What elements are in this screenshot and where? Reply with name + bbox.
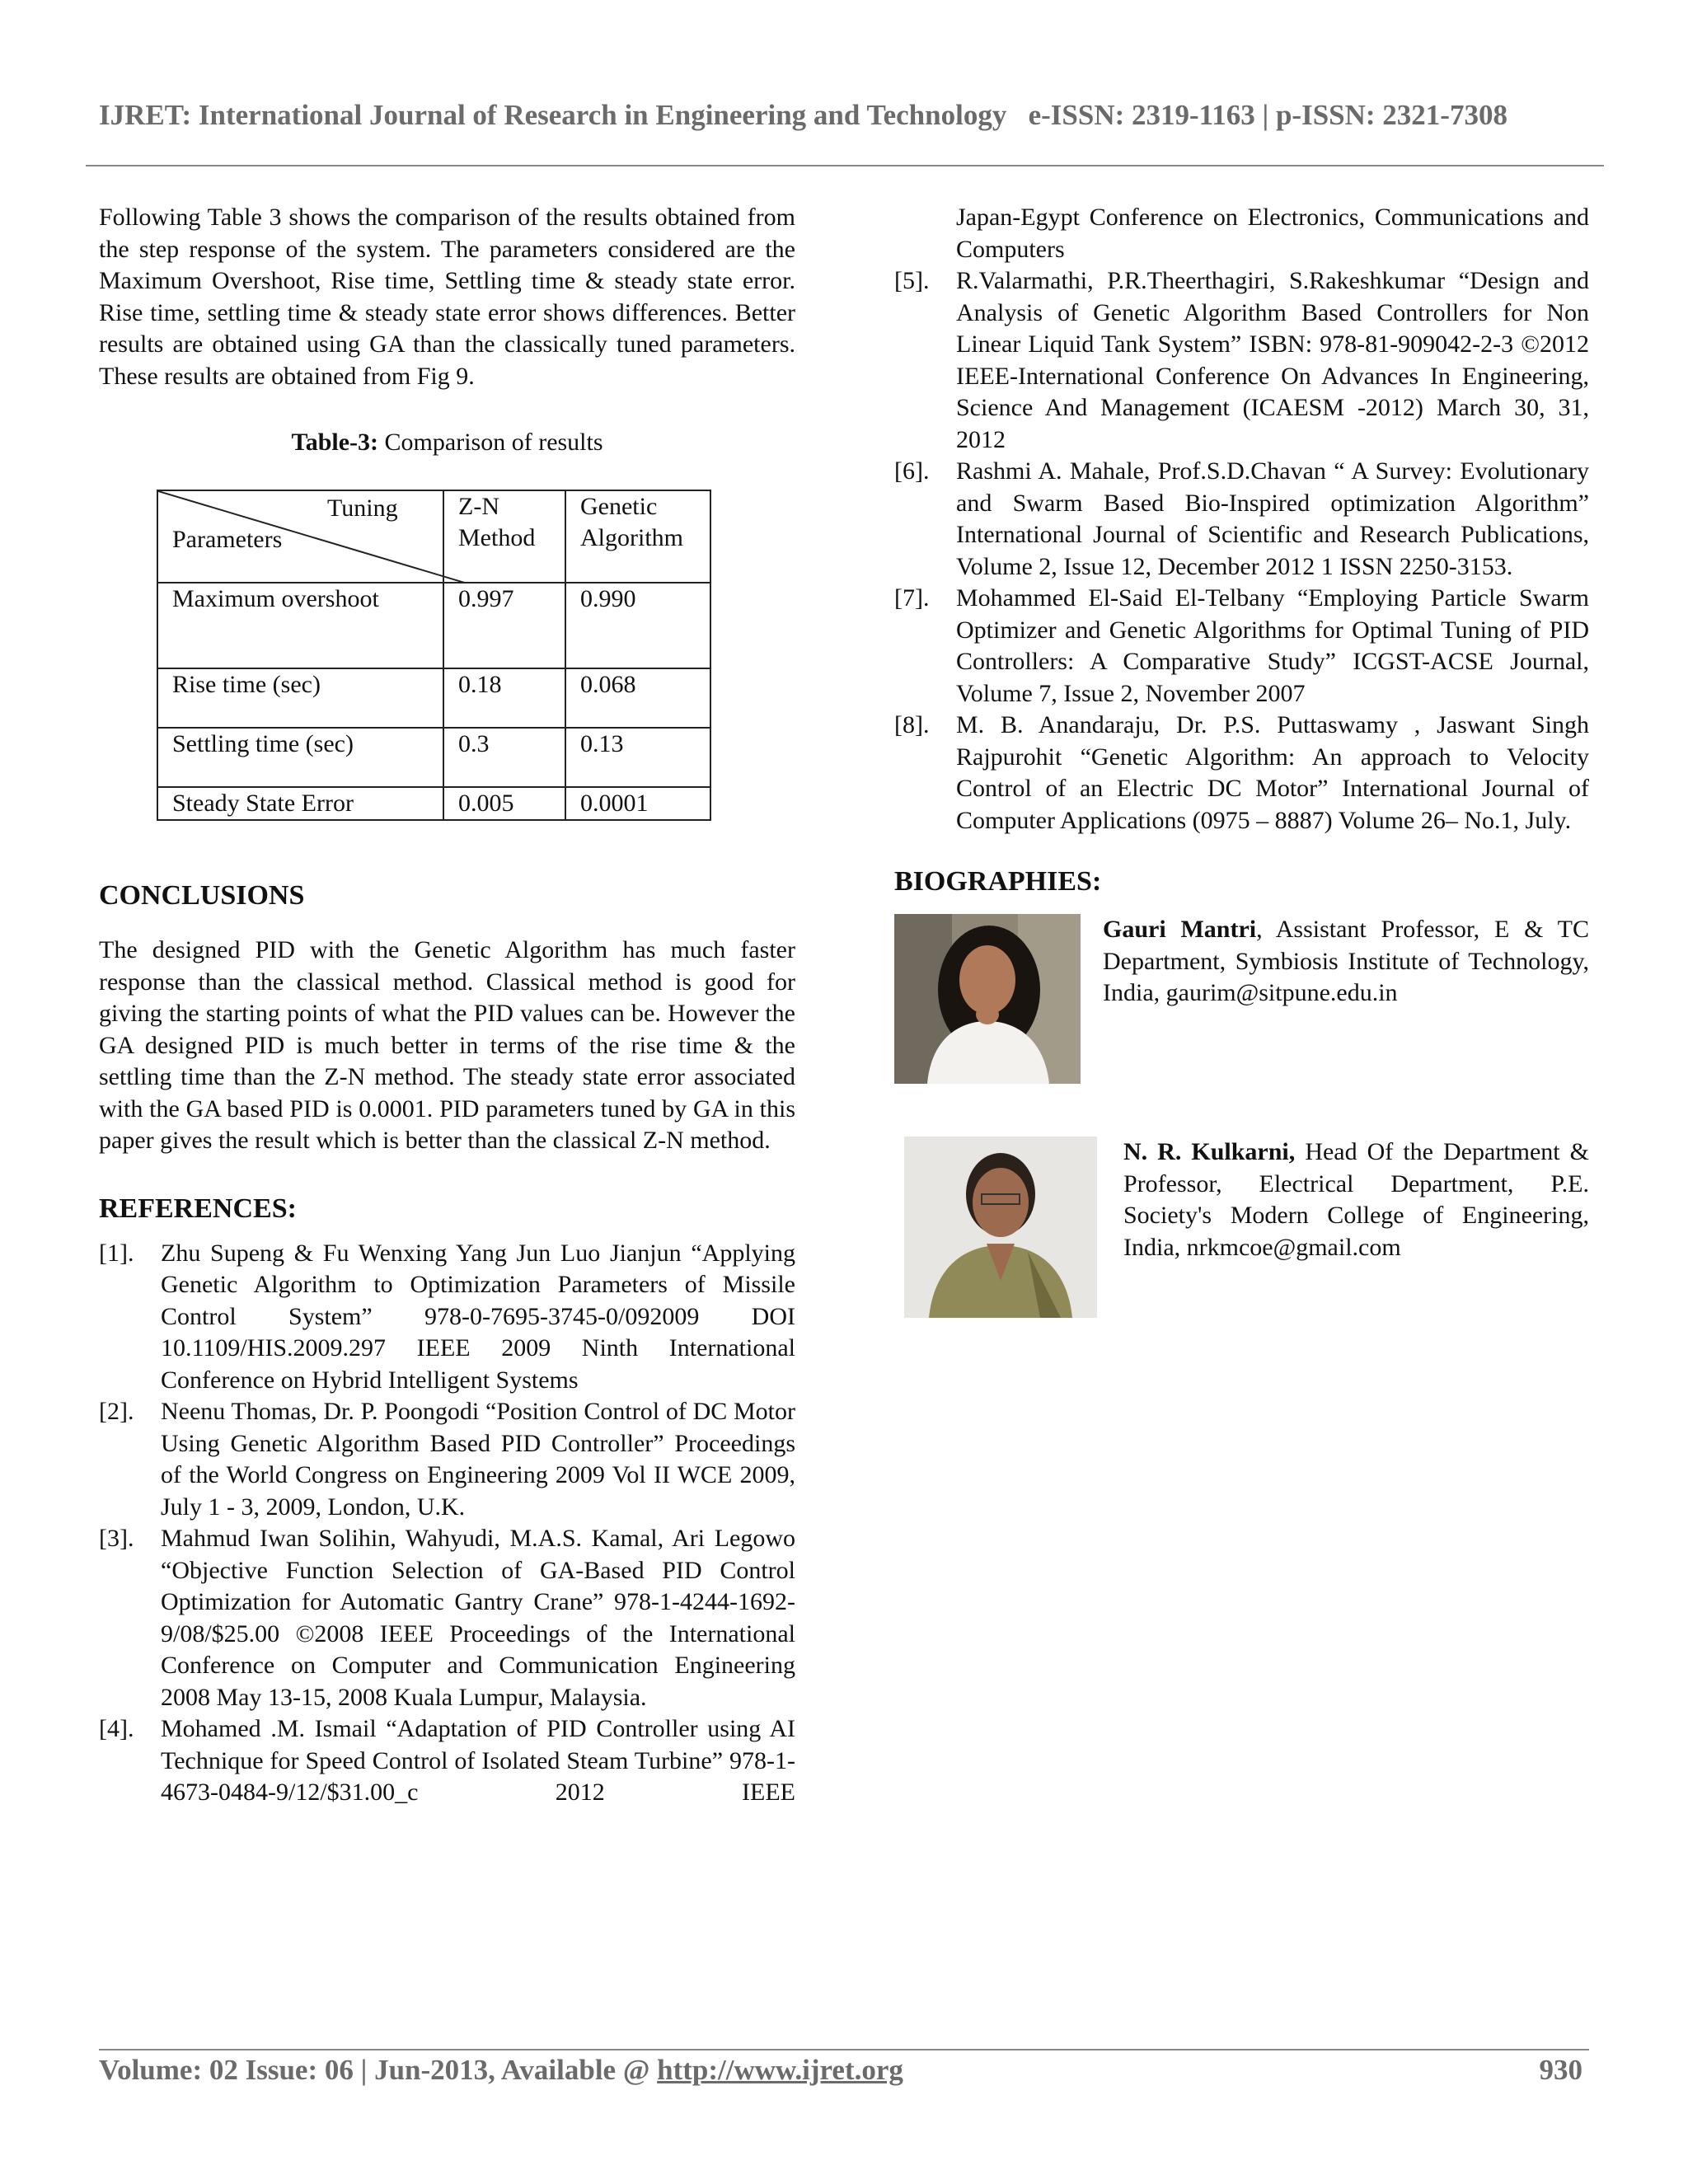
- param-cell: Rise time (sec): [157, 668, 443, 728]
- biography-details: , Assistant Professor, E & TC Department, Symbiosis Institute of Technology, India, gaurim@sitpune.edu.in: [1103, 916, 1589, 1006]
- zn-cell: 0.3: [443, 728, 565, 787]
- references-list-right: [894, 202, 1589, 837]
- biography-gauri-mantri: [894, 914, 1589, 1137]
- reference-text: Japan-Egypt Conference on Electronics, Communications and Computers: [956, 204, 1589, 263]
- page-header: [99, 99, 1591, 132]
- reference-text: M. B. Anandaraju, Dr. P.S. Puttaswamy , Jaswant Singh Rajpurohit “Genetic Algorithm: An approach to Velocity Control of an Electric DC Motor” International Journal of Computer Applications (0975 – 8887) Volume 26– No.1, July.: [956, 711, 1589, 834]
- corner-bottom-label: Parameters: [172, 526, 283, 553]
- author-photo: [904, 1137, 1097, 1318]
- page-number: 930: [1539, 2054, 1582, 2086]
- corner-cell: [157, 490, 443, 583]
- reference-text: R.Valarmathi, P.R.Theerthagiri, S.Rakeshkumar “Design and Analysis of Genetic Algorithm Based Controllers for Non Linear Liquid Tank System” ISBN: 978-81-909042-2-3 ©2012 IEEE-International Conference On Advances In Engineering, Science And Management (ICAESM -2012) March 30, 31, 2012: [956, 267, 1589, 453]
- biography-name: Gauri Mantri: [1103, 916, 1257, 943]
- reference-text: Mohammed El-Said El-Telbany “Employing Particle Swarm Optimizer and Genetic Algorithms for Optimal Tuning of PID Controllers: A Comparative Study” ICGST-ACSE Journal, Volume 7, Issue 2, November 2007: [956, 584, 1589, 707]
- zn-cell: 0.997: [443, 583, 565, 668]
- header-divider: [86, 165, 1604, 166]
- zn-cell: 0.18: [443, 668, 565, 728]
- issn: e-ISSN: 2319-1163 | p-ISSN: 2321-7308: [1028, 99, 1507, 131]
- reference-item: [99, 1396, 795, 1523]
- reference-text: Zhu Supeng & Fu Wenxing Yang Jun Luo Jianjun “Applying Genetic Algorithm to Optimization Parameters of Missile Control System” 978-0-7695-3745-0/092009 DOI 10.1109/HIS.2009.297 IEEE 2009 Ninth International Conference on Hybrid Intelligent Systems: [161, 1239, 795, 1394]
- table-caption: [99, 429, 795, 457]
- reference-number: [5].: [894, 267, 930, 294]
- reference-item: [99, 1238, 795, 1397]
- table-row: [157, 668, 710, 728]
- journal-link[interactable]: http://www.ijret.org: [657, 2054, 903, 2086]
- reference-number: [6].: [894, 457, 930, 485]
- table-row: [157, 728, 710, 787]
- conclusions-heading: CONCLUSIONS: [99, 880, 305, 911]
- results-table: [157, 490, 711, 821]
- col-header-zn: Z-N Method: [443, 490, 565, 583]
- reference-text: Mohamed .M. Ismail “Adaptation of PID Controller using AI Technique for Speed Control of Isolated Steam Turbine” 978-1-4673-0484-9/12/$31.00_c 2012 IEEE: [161, 1715, 795, 1806]
- corner-top-label: Tuning: [327, 494, 398, 522]
- param-cell: Steady State Error: [157, 787, 443, 820]
- left-column: [99, 202, 795, 1809]
- reference-number: [3].: [99, 1525, 134, 1552]
- author-photo: [894, 914, 1081, 1084]
- biography-text: [1103, 914, 1589, 1010]
- reference-number: [8].: [894, 711, 930, 738]
- table-caption-label: Table-3:: [291, 429, 379, 456]
- reference-number: [4].: [99, 1715, 134, 1742]
- table-row: [157, 583, 710, 668]
- footer-volume: Volume: 02 Issue: 06 | Jun-2013, Available @: [99, 2054, 658, 2086]
- biography-text: [1123, 1137, 1589, 1263]
- table-row: [157, 787, 710, 820]
- reference-text: Mahmud Iwan Solihin, Wahyudi, M.A.S. Kamal, Ari Legowo “Objective Function Selection of GA-Based PID Control Optimization for Automatic Gantry Crane” 978-1-4244-1692-9/08/$25.00 ©2008 IEEE Proceedings of the International Conference on Computer and Communication Engineering 2008 May 13-15, 2008 Kuala Lumpur, Malaysia.: [161, 1525, 795, 1711]
- journal-name: IJRET: International Journal of Research in Engineering and Technology: [99, 99, 1007, 131]
- ga-cell: 0.13: [565, 728, 710, 787]
- biography-details: Head Of the Department & Professor, Electrical Department, P.E. Society's Modern College of Engineering, India, nrkmcoe@gmail.com: [1123, 1138, 1589, 1261]
- reference-continuation: [894, 202, 1589, 265]
- zn-cell: 0.005: [443, 787, 565, 820]
- biographies-heading: BIOGRAPHIES:: [894, 866, 1102, 897]
- param-cell: Settling time (sec): [157, 728, 443, 787]
- reference-number: [894, 202, 956, 265]
- references-list-left: [99, 1238, 795, 1809]
- col-header-ga: Genetic Algorithm: [565, 490, 710, 583]
- reference-item: [894, 456, 1589, 583]
- reference-item: [99, 1523, 795, 1713]
- biography-nr-kulkarni: [894, 1137, 1589, 1334]
- reference-item: [99, 1713, 795, 1809]
- param-cell: Maximum overshoot: [157, 583, 443, 668]
- ga-cell: 0.990: [565, 583, 710, 668]
- reference-item: [894, 710, 1589, 837]
- right-column: [894, 202, 1589, 1334]
- ga-cell: 0.0001: [565, 787, 710, 820]
- reference-text: Rashmi A. Mahale, Prof.S.D.Chavan “ A Survey: Evolutionary and Swarm Based Bio-Inspired optimization Algorithm” International Journal of Scientific and Research Publications, Volume 2, Issue 12, December 2012 1 ISSN 2250-3153.: [956, 457, 1589, 580]
- table-header-row: [157, 490, 710, 583]
- reference-number: [7].: [894, 584, 930, 612]
- table-caption-text: Comparison of results: [378, 429, 603, 456]
- page-footer: [99, 2054, 1589, 2087]
- references-heading: REFERENCES:: [99, 1193, 297, 1224]
- reference-number: [2].: [99, 1398, 134, 1425]
- intro-paragraph: Following Table 3 shows the comparison of the results obtained from the step response of the system. The parameters considered are the Maximum Overshoot, Rise time, Settling time & steady state error. Rise time, settling time & steady state error shows differences. Better results are obtained using GA than the classically tuned parameters. These results are obtained from Fig 9.: [99, 204, 795, 390]
- reference-text: Neenu Thomas, Dr. P. Poongodi “Position Control of DC Motor Using Genetic Algorithm Based PID Controller” Proceedings of the World Congress on Engineering 2009 Vol II WCE 2009, July 1 - 3, 2009, London, U.K.: [161, 1398, 795, 1521]
- reference-item: [894, 583, 1589, 710]
- conclusions-paragraph: The designed PID with the Genetic Algorithm has much faster response than the classical method. Classical method is good for giving the starting points of what the PID values can be. However the GA designed PID is much better in terms of the rise time & the settling time than the Z-N method. The steady state error associated with the GA based PID is 0.0001. PID parameters tuned by GA in this paper gives the result which is better than the classical Z-N method.: [99, 936, 795, 1154]
- reference-number: [1].: [99, 1239, 134, 1267]
- biography-name: N. R. Kulkarni,: [1123, 1138, 1296, 1165]
- reference-item: [894, 265, 1589, 456]
- ga-cell: 0.068: [565, 668, 710, 728]
- footer-divider: [99, 2049, 1589, 2050]
